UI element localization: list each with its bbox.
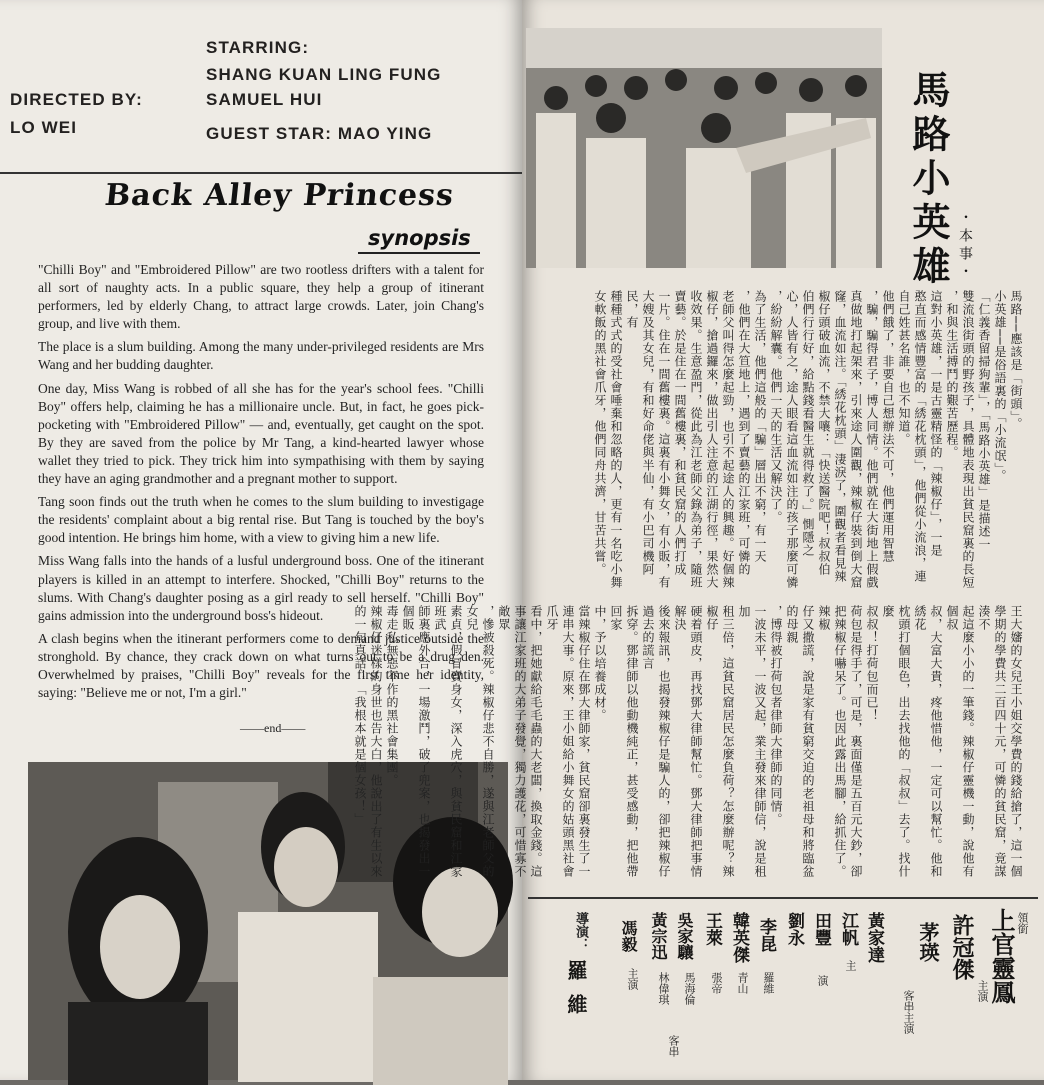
- cast-role: 主: [844, 960, 856, 971]
- story-line: 王大嬸的女兒王小姐交學費的錢給搶了，這一個: [1009, 605, 1023, 878]
- story-line: 事讓江家班的大弟子發覺，獨力護花，可惜寡不敵眾: [497, 605, 527, 878]
- story-line: 一片。住在一間舊樓裏。這裏有小舞女，有小販，有: [657, 290, 671, 589]
- left-page: [0, 0, 522, 1080]
- chinese-title: 馬路小英雄: [906, 70, 950, 290]
- cast-role: 主演: [626, 968, 638, 990]
- director-label-cn: 導演：: [574, 912, 589, 951]
- story-line: ，他們在大笪地上，遇到了賣藝的江家班，可憐的: [737, 290, 751, 576]
- cast-name: 王萊: [702, 912, 722, 946]
- story-line: 大嫂及其女兒，有和好命佬與半仙，有小巴司機阿民，有: [625, 290, 655, 576]
- story-line: 窿，血流如注。「綉花枕頭」淒淚了，圍觀者看見辣: [833, 290, 847, 583]
- cast-name: 許冠傑: [949, 914, 974, 980]
- story-line: ，騙，騙得君子，博人同情。他們就在大街地上假戲: [865, 290, 879, 589]
- cast-name: 韓英傑: [729, 912, 749, 963]
- guest-star: GUEST STAR: MAO YING: [206, 124, 433, 143]
- story-line: 一波未平，一波又起，業主發來律師信，說是租加: [737, 605, 767, 878]
- synopsis-paragraph: Tang soon finds out the truth when he comes to the slum building to investigage the residents' complaint about a big rental rise. But Tang is touched by the boy's good intention. He brings him home, with a view to giving him a new life.: [38, 494, 484, 546]
- story-line: 連串大事。原來，王小姐給小舞女的姑頭黑社會爪牙: [545, 605, 575, 878]
- cast-photo-illustration: [28, 762, 508, 1080]
- story-line: 心，人皆有之，途人眼看這血流如注的孩子那麼可憐: [785, 290, 799, 589]
- story-line: 後來報訊，也揭發辣椒仔是騙人的，卻把辣椒仔過去的謊言: [641, 605, 671, 878]
- guest-label: 客串: [667, 1035, 679, 1057]
- synopsis-paragraph: Miss Wang falls into the hands of a lusful underground boss. One of the itinerant players is killed in an attempt to interfere. Shocked, "Chilli Boy" returns to the slums. With Chang's daughter posing as a girl ready to sell herself. "Chilli Boy" gains admission into the underground boss's hideout.: [38, 553, 484, 623]
- chinese-story-top: [538, 290, 1024, 600]
- story-line: 馬路──應該是「街頭」。: [1009, 290, 1023, 431]
- cast-role: 演: [816, 975, 828, 986]
- end-mark: ——end——: [240, 721, 306, 735]
- starring-label: STARRING:: [206, 38, 310, 57]
- cast-role: 林偉琪: [657, 972, 669, 1005]
- cast-photo: [28, 762, 508, 1080]
- story-line: 租三倍，這貧民窟居民怎麼負荷？怎麼辦呢？辣椒仔: [705, 605, 735, 878]
- story-line: 仔又撒謊，說是家有貧窮交迫的老祖母和將臨盆的母親: [785, 605, 815, 878]
- cast-role: 羅維: [762, 972, 774, 994]
- story-line: 枕頭打個眼色，出去找他的「叔叔」去了。找什麼: [881, 605, 911, 878]
- cast-name: 馮毅: [619, 920, 638, 952]
- story-line: 椒仔頭破血流，不禁大嚷：「快送醫院吧！叔叔伯: [817, 290, 831, 576]
- crowd-photo-illustration: [526, 28, 882, 268]
- story-line: 辣椒仔迷樣的身世也告大白，他說出了有生以來: [369, 605, 383, 878]
- synopsis-paragraph: One day, Miss Wang is robbed of all she has for the year's school fees. "Chilli Boy" offers help, claiming he has a millionaire uncle. But, in fact, he goes pick-pocketing with "Embroidered Pillow" — and, eventually, get caught on the spot. By they are saved from the police by Mr Tang, a kind-hearted lawyer whose wallet they tried to pick. They trick him into sympathising with them by saying they have an aging grandmother and a pregnant mother to support.: [38, 380, 484, 487]
- cast-role: 馬海倫: [683, 972, 695, 1005]
- synopsis-paragraph: A clash begins when the itinerant performers come to demand justice outside the stronghold. By chance, they crack down on what turns out to be a drug den. Overwhelmed by praises, "Chilli Boy" reveals for the first time her identity, saying: "Believe me or not, I'm a girl.": [38, 630, 484, 701]
- story-line: 荷包是得手了，可是，裏面僅是五百元大鈔，卻: [849, 605, 863, 878]
- cast-role: 張帝: [710, 972, 722, 994]
- story-line: 小英雄──是俗語裏的「小流氓」。: [993, 290, 1007, 483]
- story-line: 叔，大富大貴，疼他惜他，一定可以幫忙。他和綉花: [913, 605, 943, 878]
- cast-divider: [528, 897, 1038, 899]
- story-line: 素貞，假冒賣身女，深入虎穴，與貧民窟和江家班武: [433, 605, 463, 878]
- story-line: 老師父叫得怎麼起勁，也引不起途人的興趣。好個辣: [721, 290, 735, 589]
- story-line: 中，予以培養成材。: [593, 605, 607, 722]
- chinese-story-bottom: [353, 605, 1024, 890]
- chinese-subtitle: ・本事・: [958, 210, 974, 282]
- story-line: 叔叔！打荷包而已！: [865, 605, 879, 722]
- story-line: 種種式式的受社會唾棄和忽略的人，更有一名吃小舞: [609, 290, 623, 589]
- story-line: 賣藝。於是住在一間舊樓裏，和貧民窟的人們打成: [673, 290, 687, 576]
- synopsis-heading: synopsis: [368, 226, 471, 250]
- story-line: 收效果。生意盈門，從此為江老師父錄為弟子，隨班: [689, 290, 703, 589]
- cast-name: 劉永: [784, 912, 804, 946]
- story-line: 真做地打起架來，引來途人圍觀，辣椒仔裝到倒大窟: [849, 290, 863, 589]
- synopsis-paragraph: The place is a slum building. Among the many under-privileged residents are Mrs Wang and her budding daughter.: [38, 339, 484, 373]
- cast-name: 田豐: [811, 912, 831, 946]
- director-name: LO WEI: [10, 118, 78, 137]
- cast-name: 茅瑛: [916, 922, 940, 962]
- story-line: 「仁義香留掃狗輩」，「馬路小英雄」是描述一: [977, 290, 991, 551]
- film-title: Back Alley Princess: [103, 178, 456, 213]
- story-line: 毒走私無惡不作的黑社會集團。: [385, 605, 399, 787]
- story-line: 自己姓甚名誰，也不知道。: [897, 290, 911, 446]
- cast-role: 青山: [736, 972, 748, 994]
- story-line: 椒仔，搶過鑼來，做出引人注意的江湖行徑，果然大: [705, 290, 719, 589]
- story-line: ，慘被殺死。辣椒仔悲不自勝，遂與江老師父的女兒: [465, 605, 495, 878]
- story-line: 的一句真話：「我根本就是個女孩！」: [353, 605, 367, 826]
- director-name-cn: 羅維: [564, 960, 588, 1028]
- cast-name: 上官靈鳳: [987, 908, 1015, 1004]
- story-line: 看中，把她獻給毛毛蟲的大老闆，換取金錢。這: [529, 605, 543, 878]
- cast-role: 客串主演: [902, 990, 914, 1034]
- cast-name: 吳家驤: [675, 912, 694, 960]
- synopsis-underline: [358, 252, 480, 254]
- story-line: 起這麼小小的一筆錢。辣椒仔靈機一動，說他有個叔: [945, 605, 975, 878]
- synopsis-paragraph: "Chilli Boy" and "Embroidered Pillow" are two rootless drifters with a talent for all sort of naughty acts. In a public square, they help a group of itinerant performers, led by elderly Chang, to attract large crowds. Later, join Chang's group, and live with them.: [38, 262, 484, 332]
- story-line: ，紛紛解囊。他們一天的生活又解決了。: [769, 290, 783, 524]
- story-line: 憨直而感情豐富的「綉花枕頭」，他們從小流浪，連: [913, 290, 927, 583]
- story-line: 學期的學費共二百四十元，可憐的貧民窟，竟謀湊不: [977, 605, 1007, 878]
- story-line: 雙流浪街頭的野孩子，具體地表現出貧民窟裏的長短: [961, 290, 975, 589]
- story-line: 當辣椒仔住在鄧大律師家，貧民窟卻裏發生了一: [577, 605, 591, 878]
- story-line: 師裏應外合，一場激鬥，破了兜案，也揭發出一個販: [401, 605, 431, 878]
- crowd-photo: [526, 28, 882, 268]
- cast-name: 黃宗迅: [649, 912, 668, 960]
- cast-name: 李昆: [756, 918, 776, 952]
- story-line: 硬着頭皮，再找鄧大律師幫忙。鄧大律師把事情解決: [673, 605, 703, 878]
- star-2: SAMUEL HUI: [206, 90, 323, 109]
- story-line: 把辣椒仔嚇呆了。也因此露出馬腳，給抓住了。辣椒: [817, 605, 847, 878]
- story-line: 伯們行行好，給點錢看醫生就得救了。」惻隱之: [801, 290, 815, 557]
- story-line: 這對小英雄，一是古靈精怪的「辣椒仔」，一是: [929, 290, 943, 557]
- story-line: 女軟飯的黑社會爪牙，他們同舟共濟，甘苦共嘗。: [593, 290, 607, 576]
- cast-name: 江帆: [838, 912, 858, 946]
- story-line: 為了生活，他們這般的「騙」層出不窮，有一天: [753, 290, 767, 563]
- credits-block: [0, 0, 522, 172]
- story-line: ，和與生活搏鬥的艱苦歷程。: [945, 290, 959, 459]
- story-line: 拆穿。鄧律師以他動機純正，甚受感動，把他帶回家: [609, 605, 639, 878]
- star-1: SHANG KUAN LING FUNG: [206, 65, 442, 84]
- story-line: ，博得被打荷包者律師大律師的同情。: [769, 605, 783, 826]
- cast-role: 領銜: [1016, 912, 1028, 934]
- directed-label: DIRECTED BY:: [10, 90, 143, 109]
- credits-divider: [0, 172, 522, 174]
- cast-role: 主演: [976, 980, 988, 1002]
- cast-name: 黃家達: [864, 912, 884, 963]
- story-line: 他們餓了，非要自己想辦法不可，他們運用智慧: [881, 290, 895, 563]
